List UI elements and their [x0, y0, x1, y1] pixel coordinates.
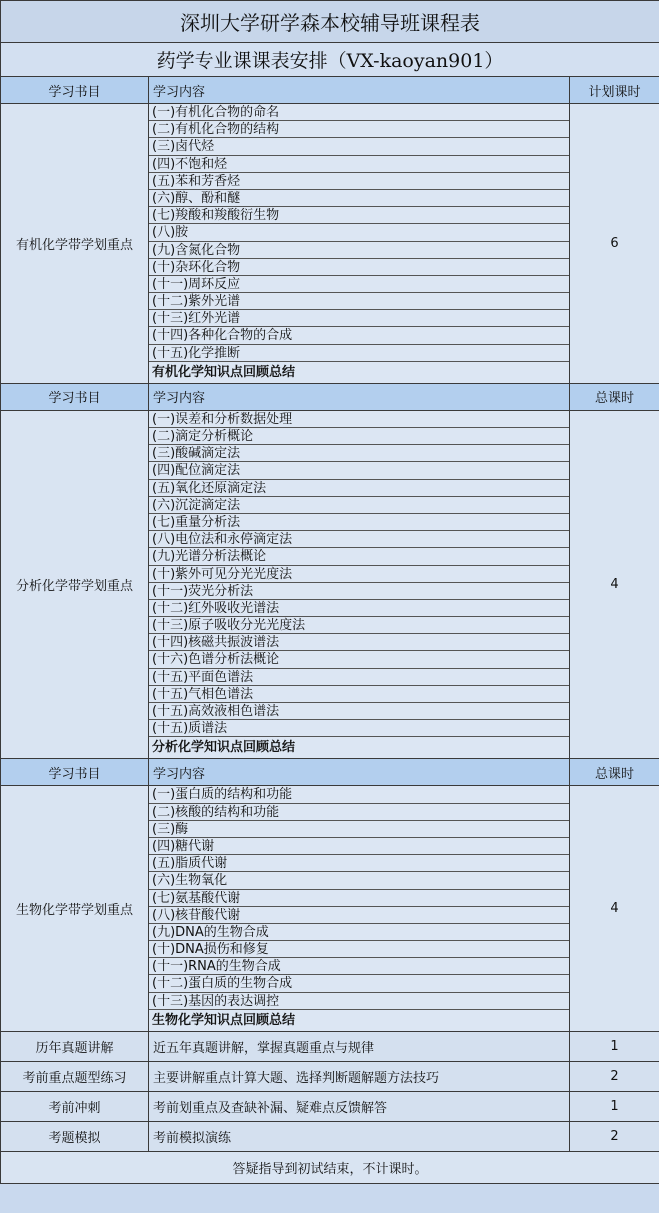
header-cell-col2: 学习内容	[149, 759, 570, 786]
content-item: (十四)核磁共振波谱法	[149, 634, 569, 651]
content-item: (十五)平面色谱法	[149, 669, 569, 686]
content-item: (四)配位滴定法	[149, 462, 569, 479]
content-item: (五)苯和芳香烃	[149, 173, 569, 190]
content-item: (七)氨基酸代谢	[149, 890, 569, 907]
content-item: (十一)周环反应	[149, 276, 569, 293]
content-item: (一)蛋白质的结构和功能	[149, 786, 569, 803]
content-item: (六)醇、酚和醚	[149, 190, 569, 207]
extra-hours: 2	[570, 1121, 659, 1151]
header-cell-col2: 学习内容	[149, 383, 570, 410]
content-item: (九)光谱分析法概论	[149, 548, 569, 565]
content-item: (六)生物氧化	[149, 872, 569, 889]
header-cell-col1: 学习书目	[1, 759, 149, 786]
content-item: (二)有机化合物的结构	[149, 121, 569, 138]
extra-name: 历年真题讲解	[1, 1031, 149, 1061]
header-cell-col3: 总课时	[570, 759, 659, 786]
extra-row	[1, 1121, 659, 1151]
content-item: (二)核酸的结构和功能	[149, 804, 569, 821]
header-cell-col1: 学习书目	[1, 383, 149, 410]
summary-item: 有机化学知识点回顾总结	[152, 364, 296, 380]
extra-name: 考前重点题型练习	[1, 1061, 149, 1091]
content-item: (四)糖代谢	[149, 838, 569, 855]
content-item: (八)电位法和永停滴定法	[149, 531, 569, 548]
content-item: (十一)RNA的生物合成	[149, 958, 569, 975]
content-list	[149, 786, 570, 1031]
page-subtitle: 药学专业课课表安排（VX-kaoyan901）	[1, 43, 659, 77]
content-item: (一)有机化合物的命名	[149, 104, 569, 121]
extra-row	[1, 1031, 659, 1061]
content-item: (七)重量分析法	[149, 514, 569, 531]
content-item: (十五)质谱法	[149, 720, 569, 737]
content-item: (二)滴定分析概论	[149, 428, 569, 445]
content-item: (十四)各种化合物的合成	[149, 327, 569, 344]
content-item: (十五)高效液相色谱法	[149, 703, 569, 720]
content-item: (一)误差和分析数据处理	[149, 411, 569, 428]
content-item: (五)氧化还原滴定法	[149, 480, 569, 497]
content-item: (十五)气相色谱法	[149, 686, 569, 703]
extra-row	[1, 1091, 659, 1121]
content-item: (八)胺	[149, 224, 569, 241]
content-item: (三)酸碱滴定法	[149, 445, 569, 462]
content-item: (十一)荧光分析法	[149, 583, 569, 600]
section-row	[1, 410, 659, 759]
extra-name: 考前冲刺	[1, 1091, 149, 1121]
section-header-row	[1, 77, 659, 104]
content-item: (十六)色谱分析法概论	[149, 651, 569, 668]
content-item: (三)卤代烃	[149, 138, 569, 155]
content-item: (十二)蛋白质的生物合成	[149, 975, 569, 992]
content-item: (九)DNA的生物合成	[149, 924, 569, 941]
content-item: (九)含氮化合物	[149, 242, 569, 259]
content-list	[149, 104, 570, 384]
sections-body	[1, 77, 659, 1032]
summary-item: 生物化学知识点回顾总结	[152, 1012, 296, 1028]
section-header-row	[1, 759, 659, 786]
header-cell-col3: 计划课时	[570, 77, 659, 104]
extra-content: 考前划重点及查缺补漏、疑难点反馈解答	[149, 1091, 570, 1121]
content-item: (五)脂质代谢	[149, 855, 569, 872]
content-list	[149, 410, 570, 759]
page-title: 深圳大学研学森本校辅导班课程表	[1, 1, 659, 43]
content-item: (十)DNA损伤和修复	[149, 941, 569, 958]
content-item: (十五)化学推断	[149, 345, 569, 362]
extras-body	[1, 1031, 659, 1151]
extra-hours: 1	[570, 1091, 659, 1121]
header-cell-col2: 学习内容	[149, 77, 570, 104]
book-name: 分析化学带学划重点	[1, 410, 149, 759]
content-item: (八)核苷酸代谢	[149, 907, 569, 924]
section-row	[1, 104, 659, 384]
content-item: (十二)紫外光谱	[149, 293, 569, 310]
content-item: (七)羧酸和羧酸衍生物	[149, 207, 569, 224]
content-item: (六)沉淀滴定法	[149, 497, 569, 514]
extra-hours: 2	[570, 1061, 659, 1091]
section-row	[1, 786, 659, 1031]
summary-item: 分析化学知识点回顾总结	[152, 740, 296, 756]
content-item: (十)紫外可见分光光度法	[149, 566, 569, 583]
content-item: (十)杂环化合物	[149, 259, 569, 276]
content-item: (十三)基因的表达调控	[149, 993, 569, 1010]
extra-name: 考题模拟	[1, 1121, 149, 1151]
extra-content: 主要讲解重点计算大题、选择判断题解题方法技巧	[149, 1061, 570, 1091]
content-item: (十三)红外光谱	[149, 310, 569, 327]
extra-row	[1, 1061, 659, 1091]
book-name: 生物化学带学划重点	[1, 786, 149, 1031]
extra-content: 近五年真题讲解，掌握真题重点与规律	[149, 1031, 570, 1061]
header-cell-col1: 学习书目	[1, 77, 149, 104]
content-item: (三)酶	[149, 821, 569, 838]
header-cell-col3: 总课时	[570, 383, 659, 410]
footer-note: 答疑指导到初试结束，不计课时。	[1, 1151, 659, 1183]
hours-value: 4	[570, 410, 659, 759]
content-item: (十二)红外吸收光谱法	[149, 600, 569, 617]
content-item: (十三)原子吸收分光光度法	[149, 617, 569, 634]
extra-hours: 1	[570, 1031, 659, 1061]
section-header-row	[1, 383, 659, 410]
hours-value: 4	[570, 786, 659, 1031]
extra-content: 考前模拟演练	[149, 1121, 570, 1151]
content-item: (四)不饱和烃	[149, 156, 569, 173]
hours-value: 6	[570, 104, 659, 384]
book-name: 有机化学带学划重点	[1, 104, 149, 384]
